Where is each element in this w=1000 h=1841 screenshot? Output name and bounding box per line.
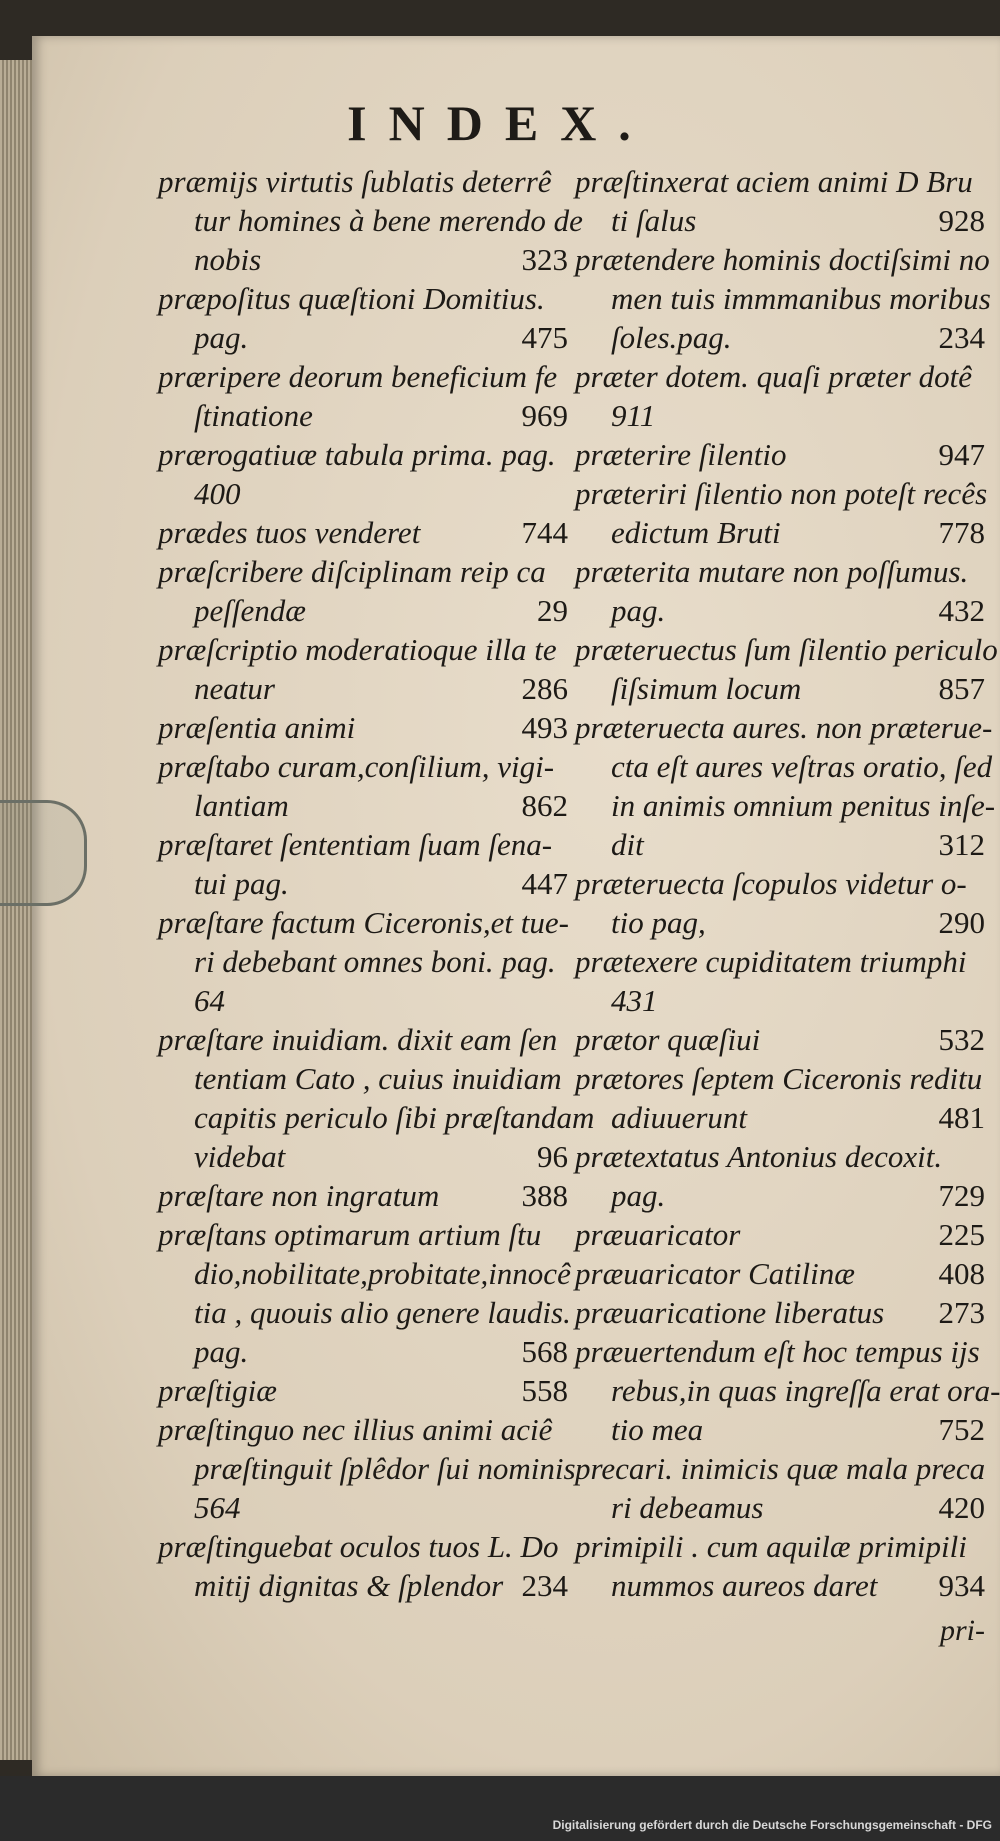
- index-entry: [575, 279, 991, 318]
- entry-text: tio mea: [611, 1412, 704, 1447]
- entry-text: præſtigiæ: [158, 1373, 277, 1408]
- entry-text: in animis omnium penitus inſe-: [611, 788, 996, 823]
- page-number: 857: [938, 671, 985, 706]
- entry-text: præteriri ſilentio non poteſt recês: [575, 476, 988, 511]
- entry-text: præſtare factum Ciceronis,et tue-: [158, 905, 569, 940]
- page-number: 388: [521, 1178, 568, 1213]
- entry-text: præſtare inuidiam. dixit eam ſen: [158, 1022, 558, 1057]
- entry-text: 64: [194, 983, 225, 1018]
- entry-text: ri debeamus: [611, 1490, 764, 1525]
- entry-text: adiuuerunt: [611, 1100, 748, 1135]
- entry-text: lantiam: [194, 788, 289, 823]
- page-number: 969: [521, 398, 568, 433]
- index-entry: [158, 669, 568, 708]
- entry-text: tentiam Cato , cuius inuidiam: [194, 1061, 562, 1096]
- page-number: 928: [938, 203, 985, 238]
- entry-text: precari. inimicis quæ mala preca: [575, 1451, 986, 1486]
- page-number: 558: [521, 1373, 568, 1408]
- index-entry: [158, 240, 568, 279]
- entry-text: præterita mutare non poſſumus.: [575, 554, 969, 589]
- page-number: 290: [938, 905, 985, 940]
- index-entry: [158, 474, 568, 513]
- index-entry: [575, 552, 985, 591]
- index-entry: [575, 162, 985, 201]
- index-entry: [158, 747, 568, 786]
- entry-text: præſtinxerat aciem animi D Bru: [575, 164, 973, 199]
- index-entry: [575, 396, 985, 435]
- index-entry: [158, 552, 568, 591]
- entry-text: præripere deorum beneficium fe: [158, 359, 558, 394]
- index-entry: [575, 1371, 1000, 1410]
- index-entry: [158, 942, 568, 981]
- entry-text: præteruecta ſcopulos videtur o-: [575, 866, 967, 901]
- index-entry: [575, 591, 985, 630]
- index-entry: [575, 357, 985, 396]
- index-entry: [575, 786, 996, 825]
- page-number: 481: [938, 1100, 985, 1135]
- entry-text: præpoſitus quæſtioni Domitius.: [158, 281, 545, 316]
- entry-text: prærogatiuæ tabula prima. pag.: [158, 437, 556, 472]
- entry-text: præſtans optimarum artium ſtu: [158, 1217, 542, 1252]
- index-entry: [158, 825, 568, 864]
- page-number: 729: [938, 1178, 985, 1213]
- index-entry: [158, 1527, 568, 1566]
- entry-text: ti ſalus: [611, 203, 697, 238]
- index-entry: [575, 1527, 985, 1566]
- entry-text: 911: [611, 398, 656, 433]
- page-number: 752: [938, 1412, 985, 1447]
- entry-text: prædes tuos venderet: [158, 515, 421, 550]
- entry-text: rebus,in quas ingreſſa erat ora-: [611, 1373, 1000, 1408]
- index-entry: [158, 1488, 568, 1527]
- entry-text: ſoles.pag.: [611, 320, 732, 355]
- index-entry: [575, 1137, 985, 1176]
- entry-text: videbat: [194, 1139, 286, 1174]
- index-entry: [575, 1332, 985, 1371]
- index-entry: [575, 1254, 985, 1293]
- index-entry: [158, 630, 568, 669]
- entry-text: cta eſt aures veſtras oratio, ſed: [611, 749, 993, 784]
- page-number: 744: [521, 515, 568, 550]
- index-entry: [158, 1098, 595, 1137]
- index-entry: [158, 1566, 568, 1605]
- index-entry: [575, 747, 993, 786]
- entry-text: peſſendæ: [194, 593, 306, 628]
- index-entry: [575, 1059, 985, 1098]
- index-entry: [575, 1566, 985, 1605]
- index-entry: [575, 708, 993, 747]
- index-entry: [575, 864, 985, 903]
- index-entry: [575, 1176, 985, 1215]
- index-entry: [575, 1020, 985, 1059]
- index-entry: [575, 1449, 985, 1488]
- index-entry: [575, 1410, 985, 1449]
- index-entry: [158, 1137, 568, 1176]
- entry-text: pag.: [611, 593, 666, 628]
- entry-text: dio,nobilitate,probitate,innocê: [194, 1256, 571, 1291]
- page-number: 234: [521, 1568, 568, 1603]
- index-entry: [575, 669, 985, 708]
- index-entry: [158, 864, 568, 903]
- index-entry: [158, 1254, 571, 1293]
- entry-text: primipili . cum aquilæ primipili: [575, 1529, 967, 1564]
- page-number: 532: [938, 1022, 985, 1057]
- page-number: 947: [938, 437, 985, 472]
- index-entry: [158, 1059, 568, 1098]
- index-entry: [158, 1215, 568, 1254]
- entry-text: præſtaret ſententiam ſuam ſena-: [158, 827, 553, 862]
- index-entry: [158, 1410, 568, 1449]
- index-entry: [158, 1371, 568, 1410]
- entry-text: prætor quæſiui: [575, 1022, 761, 1057]
- index-entry: [575, 1293, 985, 1332]
- index-entry: [575, 318, 985, 357]
- page-number: 934: [938, 1568, 985, 1603]
- entry-text: præſtinguo nec illius animi aciê: [158, 1412, 553, 1447]
- entry-text: præuertendum eſt hoc tempus ijs: [575, 1334, 980, 1369]
- entry-text: men tuis immmanibus moribus: [611, 281, 991, 316]
- entry-text: præuaricator Catilinæ: [575, 1256, 855, 1291]
- index-entry: [575, 903, 985, 942]
- page-number: 273: [938, 1295, 985, 1330]
- page-number: 29: [537, 593, 568, 628]
- entry-text: præſtinguit ſplêdor ſui nominis: [194, 1451, 576, 1486]
- index-entry: [158, 162, 568, 201]
- index-entry: [158, 591, 568, 630]
- index-entry: [158, 513, 568, 552]
- index-entry: [158, 318, 568, 357]
- entry-text: prætores ſeptem Ciceronis reditu: [575, 1061, 983, 1096]
- page-number: 225: [938, 1217, 985, 1252]
- page-number: 432: [938, 593, 985, 628]
- index-entry: [158, 201, 583, 240]
- entry-text: præteruectus ſum ſilentio periculo: [575, 632, 998, 667]
- page-number: 420: [938, 1490, 985, 1525]
- index-entry: [575, 942, 985, 981]
- index-entry: [575, 513, 985, 552]
- entry-text: 400: [194, 476, 241, 511]
- entry-text: præuaricator: [575, 1217, 741, 1252]
- entry-text: præterire ſilentio: [575, 437, 787, 472]
- index-entry: [158, 357, 568, 396]
- entry-text: capitis periculo ſibi præſtandam: [194, 1100, 595, 1135]
- index-entry: [158, 279, 568, 318]
- index-entry: [158, 1020, 568, 1059]
- entry-text: præſtare non ingratum: [158, 1178, 440, 1213]
- index-column-right: [575, 162, 1000, 1605]
- index-entry: [158, 1293, 571, 1332]
- digitization-credit: Digitalisierung gefördert durch die Deutsche Forschungsgemeinschaft - DFG: [552, 1818, 992, 1832]
- page-number: 778: [938, 515, 985, 550]
- index-entry: [575, 435, 985, 474]
- entry-text: pag.: [194, 320, 249, 355]
- index-entry: [575, 474, 988, 513]
- entry-text: præmijs virtutis ſublatis deterrê: [158, 164, 552, 199]
- page-number: 475: [521, 320, 568, 355]
- index-entry: [575, 1215, 985, 1254]
- index-entry: [575, 1488, 985, 1527]
- entry-text: prætexere cupiditatem triumphi: [575, 944, 967, 979]
- index-entry: [575, 201, 985, 240]
- entry-text: ſiſsimum locum: [611, 671, 802, 706]
- entry-text: prætendere hominis doctiſsimi no: [575, 242, 990, 277]
- index-entry: [575, 1098, 985, 1137]
- page-number: 447: [521, 866, 568, 901]
- entry-text: præſtabo curam,conſilium, vigi-: [158, 749, 555, 784]
- index-entry: [158, 903, 568, 942]
- entry-text: præſtinguebat oculos tuos L. Do: [158, 1529, 559, 1564]
- index-entry: [158, 1332, 568, 1371]
- index-entry: [158, 786, 568, 825]
- entry-text: tia , quouis alio genere laudis.: [194, 1295, 571, 1330]
- entry-text: tui pag.: [194, 866, 289, 901]
- index-entry: [575, 825, 985, 864]
- index-entry: [158, 435, 568, 474]
- entry-text: dit: [611, 827, 644, 862]
- entry-text: 431: [611, 983, 658, 1018]
- catchword: pri-: [940, 1614, 985, 1647]
- index-entry: [158, 708, 568, 747]
- entry-text: tio pag,: [611, 905, 706, 940]
- entry-text: edictum Bruti: [611, 515, 781, 550]
- index-column-left: [158, 162, 595, 1605]
- page-title: INDEX.: [347, 95, 653, 151]
- index-entry: [575, 981, 985, 1020]
- page-number: 408: [938, 1256, 985, 1291]
- page-number: 323: [521, 242, 568, 277]
- index-entry: [575, 630, 998, 669]
- page-number: 96: [537, 1139, 568, 1174]
- clasp-strap: [0, 800, 87, 906]
- entry-text: pag.: [611, 1178, 666, 1213]
- entry-text: ri debebant omnes boni. pag.: [194, 944, 556, 979]
- entry-text: neatur: [194, 671, 275, 706]
- entry-text: pag.: [194, 1334, 249, 1369]
- entry-text: præuaricatione liberatus: [575, 1295, 885, 1330]
- page-number: 568: [521, 1334, 568, 1369]
- page-number: 312: [938, 827, 985, 862]
- entry-text: tur homines à bene merendo de: [194, 203, 583, 238]
- entry-text: 564: [194, 1490, 241, 1525]
- entry-text: præteruecta aures. non præterue-: [575, 710, 993, 745]
- index-entry: [158, 1176, 568, 1215]
- entry-text: præſcriptio moderatioque illa te: [158, 632, 557, 667]
- entry-text: præſcribere diſciplinam reip ca: [158, 554, 546, 589]
- entry-text: ſtinatione: [194, 398, 313, 433]
- entry-text: præter dotem. quaſi præter dotê: [575, 359, 972, 394]
- index-entry: [158, 1449, 576, 1488]
- entry-text: nummos aureos daret: [611, 1568, 878, 1603]
- page-number: 862: [521, 788, 568, 823]
- index-entry: [575, 240, 990, 279]
- entry-text: præſentia animi: [158, 710, 356, 745]
- entry-text: prætextatus Antonius decoxit.: [575, 1139, 943, 1174]
- entry-text: nobis: [194, 242, 262, 277]
- entry-text: mitij dignitas & ſplendor: [194, 1568, 504, 1603]
- index-entry: [158, 396, 568, 435]
- page-number: 493: [521, 710, 568, 745]
- page-number: 286: [521, 671, 568, 706]
- index-entry: [158, 981, 568, 1020]
- page-number: 234: [938, 320, 985, 355]
